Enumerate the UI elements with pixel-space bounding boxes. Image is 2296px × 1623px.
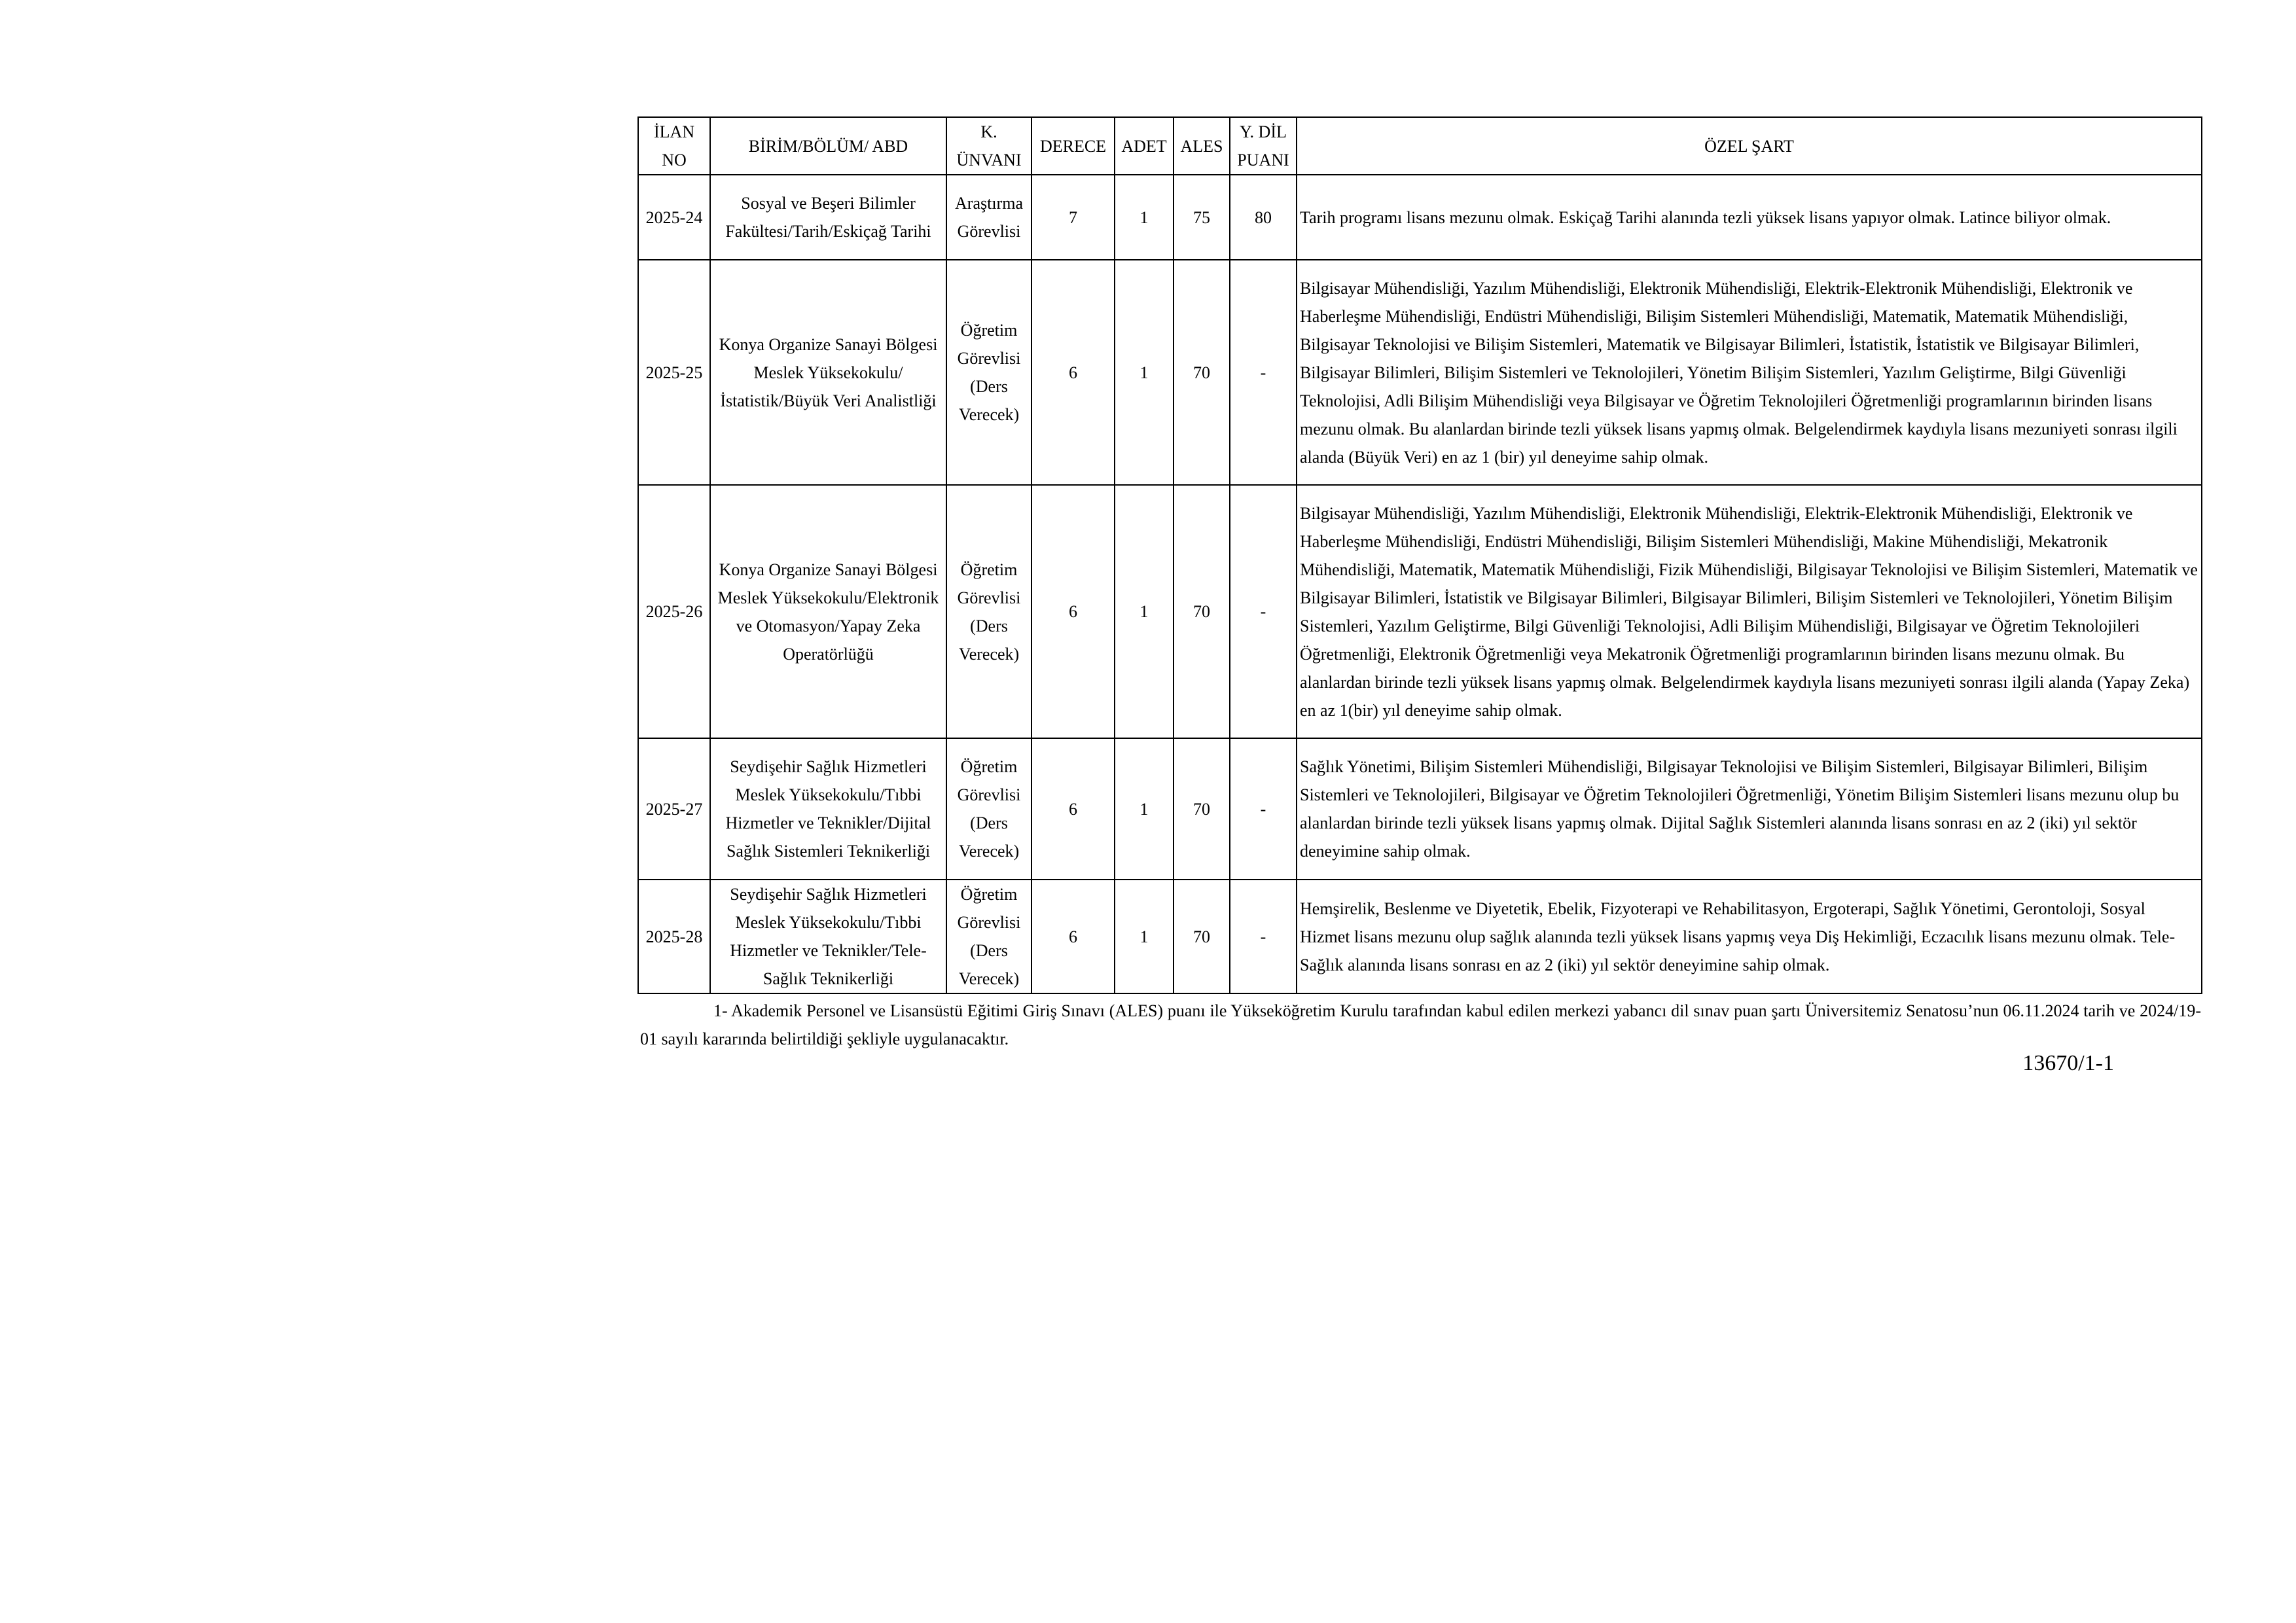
cell-ozel-sart: Hemşirelik, Beslenme ve Diyetetik, Ebelik, Fizyoterapi ve Rehabilitasyon, Ergoterapi, Sağlık Yönetimi, Gerontoloji, Sosyal Hizmet lisans mezunu olup sağlık alanında tezli yüksek lisans yapmış veya Diş Hekimliği, Eczacılık lisans mezunu olmak. Tele-Sağlık alanında lisans sonrası en az 2 (iki) yıl sektör deneyimine sahip olmak.: [1297, 880, 2202, 993]
cell-ozel-sart: Tarih programı lisans mezunu olmak. Eskiçağ Tarihi alanında tezli yüksek lisans yapıyor olmak. Latince biliyor olmak.: [1297, 175, 2202, 260]
cell-unvan: Araştırma Görevlisi: [946, 175, 1031, 260]
cell-derece: 6: [1031, 260, 1115, 485]
cell-derece: 7: [1031, 175, 1115, 260]
cell-adet: 1: [1115, 485, 1174, 738]
table-header-row: [638, 117, 2202, 175]
table-row: [638, 260, 2202, 485]
table-row: [638, 175, 2202, 260]
cell-ales: 75: [1174, 175, 1230, 260]
cell-birim: Konya Organize Sanayi Bölgesi Meslek Yüksekokulu/Elektronik ve Otomasyon/Yapay Zeka Operatörlüğü: [710, 485, 946, 738]
cell-ilan-no: 2025-28: [638, 880, 710, 993]
header-ales: ALES: [1174, 117, 1230, 175]
header-ilan-no: İLAN NO: [638, 117, 710, 175]
cell-unvan: Öğretim Görevlisi (Ders Verecek): [946, 260, 1031, 485]
cell-ilan-no: 2025-27: [638, 738, 710, 880]
header-ydil: Y. DİL PUANI: [1230, 117, 1297, 175]
job-posting-table: [637, 116, 2202, 994]
cell-adet: 1: [1115, 880, 1174, 993]
cell-ydil: 80: [1230, 175, 1297, 260]
cell-unvan: Öğretim Görevlisi (Ders Verecek): [946, 880, 1031, 993]
cell-unvan: Öğretim Görevlisi (Ders Verecek): [946, 738, 1031, 880]
cell-ydil: -: [1230, 738, 1297, 880]
cell-unvan: Öğretim Görevlisi (Ders Verecek): [946, 485, 1031, 738]
cell-ydil: -: [1230, 485, 1297, 738]
cell-ales: 70: [1174, 880, 1230, 993]
cell-ydil: -: [1230, 260, 1297, 485]
cell-birim: Konya Organize Sanayi Bölgesi Meslek Yüksekokulu/İstatistik/Büyük Veri Analistliği: [710, 260, 946, 485]
header-derece: DERECE: [1031, 117, 1115, 175]
footnote: 1- Akademik Personel ve Lisansüstü Eğitimi Giriş Sınavı (ALES) puanı ile Yükseköğretim Kurulu tarafından kabul edilen merkezi yabancı dil sınav puan şartı Üniversitemiz Senatosu’nun 06.11.2024 tarih ve 2024/19-01 sayılı kararında belirtildiği şekliyle uygulanacaktır.: [640, 1001, 2201, 1048]
cell-ilan-no: 2025-26: [638, 485, 710, 738]
table-row: [638, 880, 2202, 993]
cell-ilan-no: 2025-25: [638, 260, 710, 485]
cell-derece: 6: [1031, 485, 1115, 738]
cell-ozel-sart: Sağlık Yönetimi, Bilişim Sistemleri Mühendisliği, Bilgisayar Teknolojisi ve Bilişim Sistemleri, Bilgisayar Bilimleri, Bilişim Sistemleri ve Teknolojileri, Bilgisayar ve Öğretim Teknolojileri Öğretmenliği, Yönetim Bilişim Sistemleri lisans mezunu olup bu alanlardan birinde tezli yüksek lisans yapmış olmak. Dijital Sağlık Sistemleri alanında lisans sonrası en az 2 (iki) yıl sektör deneyimine sahip olmak.: [1297, 738, 2202, 880]
cell-derece: 6: [1031, 738, 1115, 880]
cell-derece: 6: [1031, 880, 1115, 993]
cell-ales: 70: [1174, 485, 1230, 738]
cell-adet: 1: [1115, 175, 1174, 260]
cell-ales: 70: [1174, 260, 1230, 485]
table-row: [638, 485, 2202, 738]
cell-birim: Sosyal ve Beşeri Bilimler Fakültesi/Tarih/Eskiçağ Tarihi: [710, 175, 946, 260]
cell-ozel-sart: Bilgisayar Mühendisliği, Yazılım Mühendisliği, Elektronik Mühendisliği, Elektrik-Elektronik Mühendisliği, Elektronik ve Haberleşme Mühendisliği, Endüstri Mühendisliği, Bilişim Sistemleri Mühendisliği, Makine Mühendisliği, Mekatronik Mühendisliği, Matematik, Matematik Mühendisliği, Fizik Mühendisliği, Bilgisayar Teknolojisi ve Bilişim Sistemleri, Matematik ve Bilgisayar Bilimleri, İstatistik ve Bilgisayar Bilimleri, Bilgisayar Bilimleri, Bilişim Sistemleri ve Teknolojileri, Yönetim Bilişim Sistemleri, Yazılım Geliştirme, Bilgi Güvenliği Teknolojisi, Adli Bilişim Mühendisliği, Bilgisayar ve Öğretim Teknolojileri Öğretmenliği, Elektronik Öğretmenliği veya Mekatronik Öğretmenliği programlarının birinden lisans mezunu olmak. Bu alanlardan birinde tezli yüksek lisans yapmış olmak. Belgelendirmek kaydıyla lisans mezuniyeti sonrası ilgili alanda (Yapay Zeka) en az 1(bir) yıl deneyime sahip olmak.: [1297, 485, 2202, 738]
cell-adet: 1: [1115, 260, 1174, 485]
cell-birim: Seydişehir Sağlık Hizmetleri Meslek Yüksekokulu/Tıbbi Hizmetler ve Teknikler/Dijital Sağlık Sistemleri Teknikerliği: [710, 738, 946, 880]
header-birim: BİRİM/BÖLÜM/ ABD: [710, 117, 946, 175]
cell-ozel-sart: Bilgisayar Mühendisliği, Yazılım Mühendisliği, Elektronik Mühendisliği, Elektrik-Elektronik Mühendisliği, Elektronik ve Haberleşme Mühendisliği, Endüstri Mühendisliği, Bilişim Sistemleri Mühendisliği, Matematik, Matematik Mühendisliği, Bilgisayar Teknolojisi ve Bilişim Sistemleri, Matematik ve Bilgisayar Bilimleri, İstatistik, İstatistik ve Bilgisayar Bilimleri, Bilgisayar Bilimleri, Bilişim Sistemleri ve Teknolojileri, Yönetim Bilişim Sistemleri, Yazılım Geliştirme, Bilgi Güvenliği Teknolojisi, Adli Bilişim Mühendisliği veya Bilgisayar ve Öğretim Teknolojileri Öğretmenliği programlarının birinden lisans mezunu olmak. Bu alanlardan birinde tezli yüksek lisans yapmış olmak. Belgelendirmek kaydıyla lisans mezuniyeti sonrası ilgili alanda (Büyük Veri) en az 1 (bir) yıl deneyime sahip olmak.: [1297, 260, 2202, 485]
table-row: [638, 738, 2202, 880]
cell-birim: Seydişehir Sağlık Hizmetleri Meslek Yüksekokulu/Tıbbi Hizmetler ve Teknikler/Tele-Sağlık Teknikerliği: [710, 880, 946, 993]
header-unvan: K. ÜNVANI: [946, 117, 1031, 175]
document-number: 13670/1-1: [2022, 1051, 2114, 1075]
header-adet: ADET: [1115, 117, 1174, 175]
cell-adet: 1: [1115, 738, 1174, 880]
cell-ilan-no: 2025-24: [638, 175, 710, 260]
cell-ales: 70: [1174, 738, 1230, 880]
cell-ydil: -: [1230, 880, 1297, 993]
header-ozel-sart: ÖZEL ŞART: [1297, 117, 2202, 175]
